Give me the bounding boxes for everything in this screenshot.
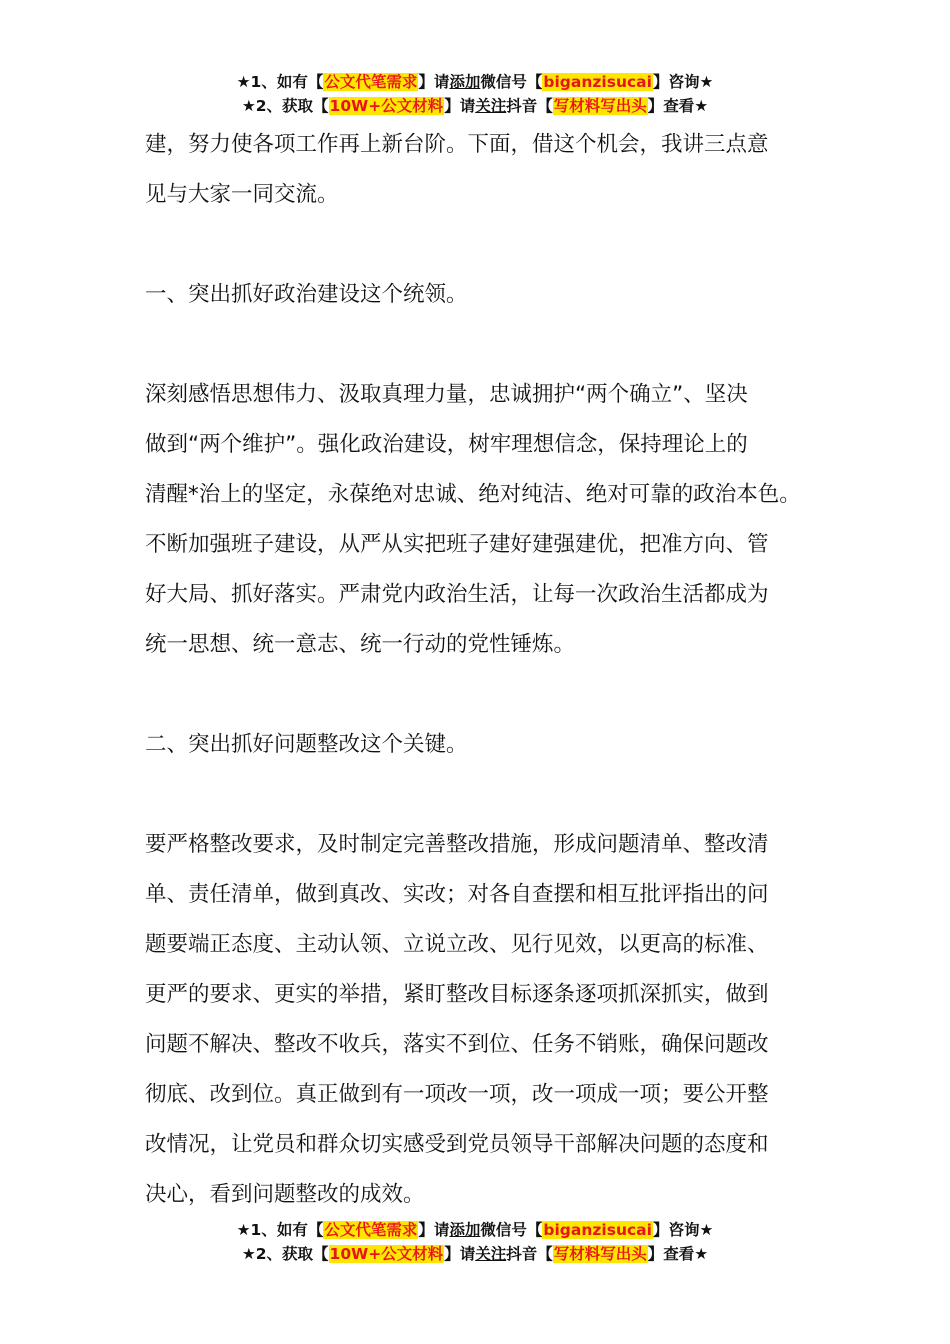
banner-line-2	[0, 1242, 950, 1266]
banner-text: 】查看★	[647, 97, 709, 115]
paragraph-gap	[145, 770, 825, 820]
banner-text: 微信号【	[480, 73, 543, 91]
banner-text: ★1、如有【	[236, 1221, 324, 1239]
section-heading-2: 二、突出抓好问题整改这个关键。	[145, 732, 468, 757]
banner-line-1	[0, 70, 950, 94]
section-heading-1: 一、突出抓好政治建设这个统领。	[145, 282, 468, 307]
body-line: 改情况，让党员和群众切实感受到党员领导干部解决问题的态度和	[145, 1132, 769, 1157]
banner-text: ★2、获取【	[241, 1245, 329, 1263]
body-line: 问题不解决、整改不收兵，落实不到位、任务不销账，确保问题改	[145, 1032, 769, 1057]
body-line: 做到“两个维护”。强化政治建设，树牢理想信念，保持理论上的	[145, 432, 748, 457]
banner-text: 】查看★	[647, 1245, 709, 1263]
body-line: 建，努力使各项工作再上新台阶。下面，借这个机会，我讲三点意	[145, 132, 769, 157]
body-line: 彻底、改到位。真正做到有一项改一项，改一项成一项；要公开整	[145, 1082, 769, 1107]
body-line: 好大局、抓好落实。严肃党内政治生活，让每一次政治生活都成为	[145, 582, 769, 607]
banner-text: 】请	[418, 73, 450, 91]
banner-underline: 关注	[475, 97, 507, 115]
body-line: 见与大家一同交流。	[145, 182, 339, 207]
banner-text: ★1、如有【	[236, 73, 324, 91]
banner-text: 抖音【	[506, 97, 553, 115]
banner-text: 】咨询★	[652, 1221, 714, 1239]
banner-text: 】请	[418, 1221, 450, 1239]
body-line: 题要端正态度、主动认领、立说立改、见行见效，以更高的标准、	[145, 932, 769, 957]
top-banner	[0, 70, 950, 118]
banner-line-2	[0, 94, 950, 118]
banner-highlight: biganzisucai	[543, 73, 652, 91]
banner-text: 】请	[444, 1245, 476, 1263]
document-body	[145, 120, 825, 1220]
banner-text: 】咨询★	[652, 73, 714, 91]
banner-highlight: 公文代笔需求	[324, 73, 418, 91]
banner-line-1	[0, 1218, 950, 1242]
paragraph-gap	[145, 670, 825, 720]
banner-highlight: 公文代笔需求	[324, 1221, 418, 1239]
body-line: 统一思想、统一意志、统一行动的党性锤炼。	[145, 632, 576, 657]
body-line: 要严格整改要求，及时制定完善整改措施，形成问题清单、整改清	[145, 832, 769, 857]
body-line: 更严的要求、更实的举措，紧盯整改目标逐条逐项抓深抓实，做到	[145, 982, 769, 1007]
banner-text: ★2、获取【	[241, 97, 329, 115]
banner-underline: 关注	[475, 1245, 507, 1263]
paragraph-gap	[145, 220, 825, 270]
banner-text: 】请	[444, 97, 476, 115]
banner-underline: 添加	[449, 1221, 481, 1239]
body-line: 深刻感悟思想伟力、汲取真理力量，忠诚拥护“两个确立”、坚决	[145, 382, 748, 407]
body-line: 单、责任清单，做到真改、实改；对各自查摆和相互批评指出的问	[145, 882, 769, 907]
banner-highlight: 写材料写出头	[553, 97, 647, 115]
body-line: 清醒*治上的坚定，永葆绝对忠诚、绝对纯洁、绝对可靠的政治本色。	[145, 482, 801, 507]
paragraph-gap	[145, 320, 825, 370]
banner-highlight: 10W+公文材料	[329, 97, 444, 115]
banner-text: 微信号【	[480, 1221, 543, 1239]
banner-underline: 添加	[449, 73, 481, 91]
body-line: 不断加强班子建设，从严从实把班子建好建强建优，把准方向、管	[145, 532, 769, 557]
body-line: 决心，看到问题整改的成效。	[145, 1182, 425, 1207]
banner-highlight: 10W+公文材料	[329, 1245, 444, 1263]
bottom-banner	[0, 1218, 950, 1266]
banner-text: 抖音【	[506, 1245, 553, 1263]
banner-highlight: 写材料写出头	[553, 1245, 647, 1263]
banner-highlight: biganzisucai	[543, 1221, 652, 1239]
